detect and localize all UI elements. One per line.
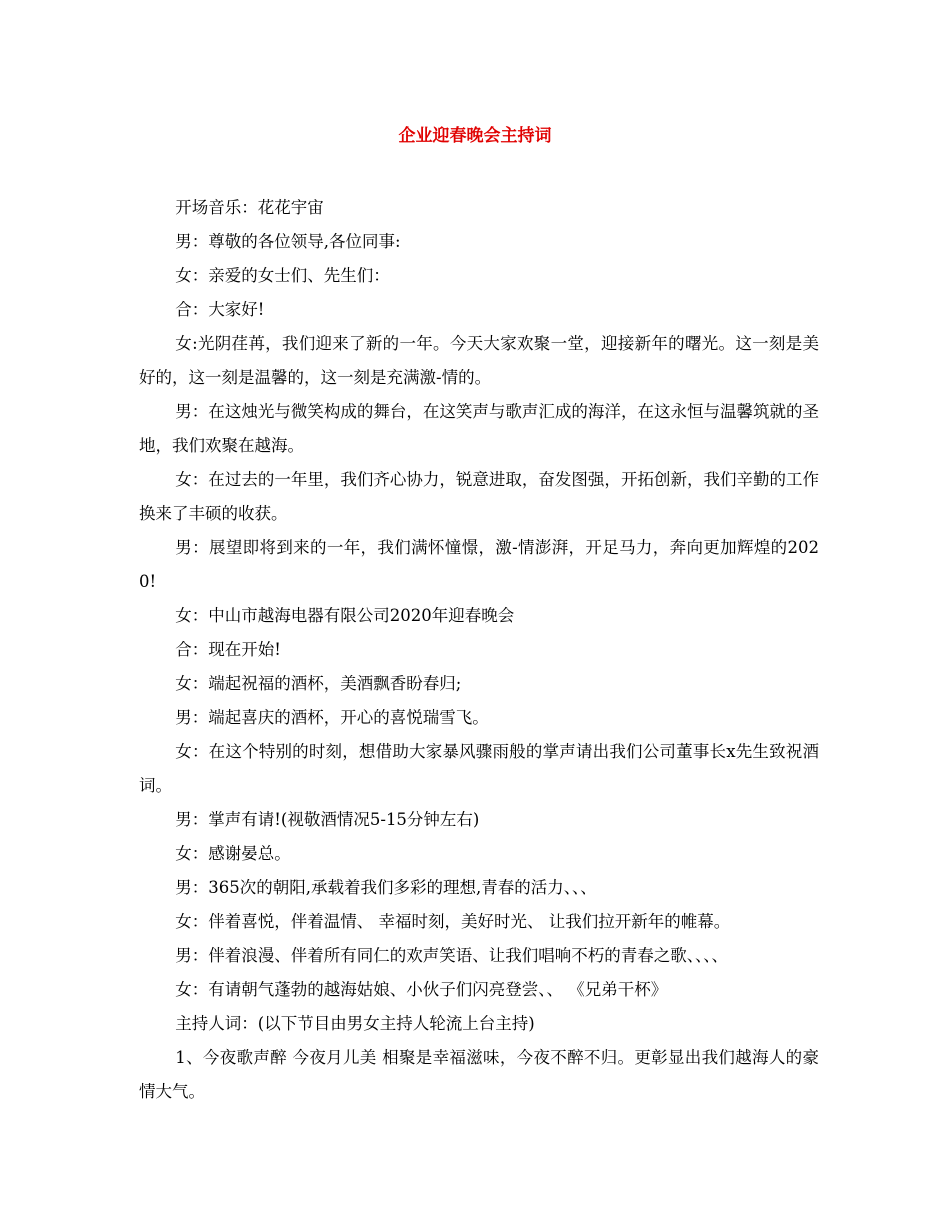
paragraph: 男：端起喜庆的酒杯，开心的喜悦瑞雪飞。 xyxy=(175,708,489,727)
paragraph: 男：展望即将到来的一年，我们满怀憧憬，激-情澎湃，开足马力，奔向更加辉煌的2020! xyxy=(139,538,819,591)
paragraph: 主持人词：(以下节目由男女主持人轮流上台主持) xyxy=(175,1014,535,1033)
document-title: 企业迎春晚会主持词 xyxy=(398,126,552,146)
paragraph: 女：在过去的一年里，我们齐心协力，锐意进取，奋发图强，开拓创新，我们辛勤的工作换来了丰硕的收获。 xyxy=(139,470,819,523)
paragraph: 男：伴着浪漫、伴着所有同仁的欢声笑语、让我们唱响不朽的青春之歌、、、、 xyxy=(175,946,729,965)
paragraph: 女：感谢晏总。 xyxy=(175,844,291,863)
paragraph: 合：大家好! xyxy=(175,300,265,319)
paragraph: 开场音乐：花花宇宙 xyxy=(175,198,324,217)
paragraph: 女：亲爱的女士们、先生们： xyxy=(175,266,390,285)
paragraph: 男：365次的朝阳,承载着我们多彩的理想,青春的活力、、、 xyxy=(175,878,597,897)
paragraph: 男：掌声有请!(视敬酒情况5-15分钟左右) xyxy=(175,810,480,829)
paragraph: 女：中山市越海电器有限公司2020年迎春晚会 xyxy=(175,606,515,625)
paragraph: 女：伴着喜悦，伴着温情、 幸福时刻，美好时光、 让我们拉开新年的帷幕。 xyxy=(175,912,731,931)
paragraph: 女:光阴荏苒，我们迎来了新的一年。今天大家欢聚一堂，迎接新年的曙光。这一刻是美好的，这一刻是温馨的，这一刻是充满激-情的。 xyxy=(139,334,819,387)
paragraph: 合：现在开始! xyxy=(175,640,281,659)
paragraph: 女：有请朝气蓬勃的越海姑娘、小伙子们闪亮登尝、、 《兄弟干杯》 xyxy=(175,980,668,999)
paragraph: 女：在这个特别的时刻，想借助大家暴风骤雨般的掌声请出我们公司董事长x先生致祝酒词。 xyxy=(139,742,819,795)
paragraph: 男：尊敬的各位领导,各位同事: xyxy=(175,232,401,251)
document-body xyxy=(139,191,819,1109)
paragraph: 1、今夜歌声醉 今夜月儿美 相聚是幸福滋味，今夜不醉不归。更彰显出我们越海人的豪情大气。 xyxy=(139,1048,819,1101)
paragraph: 男：在这烛光与微笑构成的舞台，在这笑声与歌声汇成的海洋，在这永恒与温馨筑就的圣地，我们欢聚在越海。 xyxy=(139,402,819,455)
paragraph: 女：端起祝福的酒杯，美酒飘香盼春归; xyxy=(175,674,462,693)
